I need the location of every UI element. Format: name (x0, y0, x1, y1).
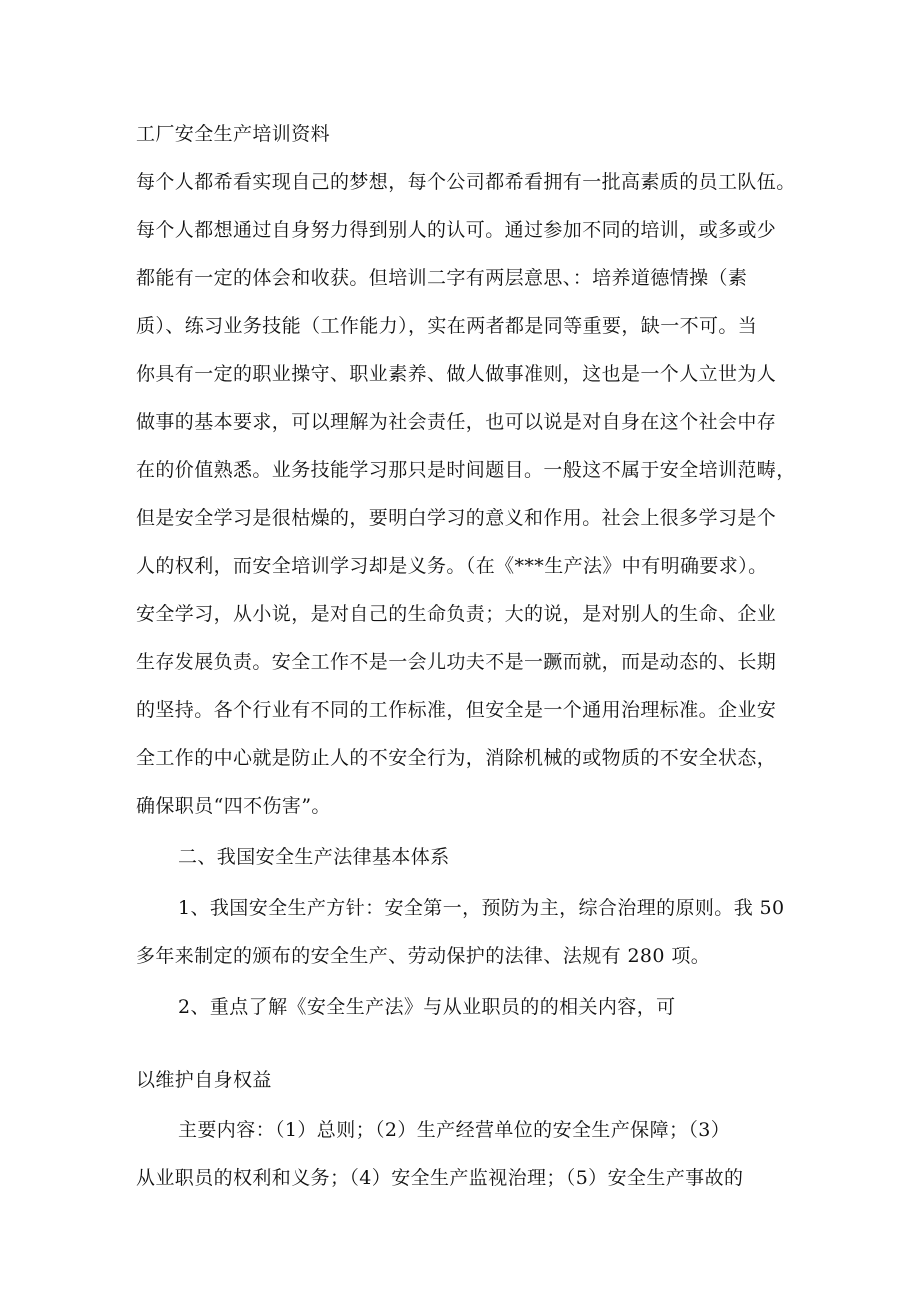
paragraph-line: 每个人都希看实现自己的梦想，每个公司都希看拥有一批高素质的员工队伍。 (136, 171, 796, 193)
section-heading: 二、我国安全生产法律基本体系 (178, 846, 450, 868)
paragraph-line: 生存发展负责。安全工作不是一会儿功夫不是一蹶而就，而是动态的、长期 (136, 651, 777, 673)
paragraph-line: 安全学习，从小说，是对自己的生命负责；大的说，是对别人的生命、企业 (136, 603, 777, 625)
paragraph-line: 都能有一定的体会和收获。但培训二字有两层意思、：培养道德情操（素 (136, 267, 748, 289)
main-content-line: 从业职员的权利和义务；（4）安全生产监视治理；（5）安全生产事故的 (136, 1167, 744, 1189)
paragraph-line: 在的价值熟悉。业务技能学习那只是时间题目。一般这不属于安全培训范畴， (136, 459, 796, 481)
paragraph-line: 你具有一定的职业操守、职业素养、做人做事准则，这也是一个人立世为人 (136, 363, 777, 385)
document-title: 工厂安全生产培训资料 (136, 123, 331, 145)
list-item-1-line: 多年来制定的颁布的安全生产、劳动保护的法律、法规有 280 项。 (136, 945, 711, 967)
list-item-1-line: 1、我国安全生产方针：安全第一，预防为主，综合治理的原则。我 50 (178, 897, 785, 919)
paragraph-line: 做事的基本要求，可以理解为社会责任，也可以说是对自身在这个社会中存 (136, 411, 777, 433)
paragraph-line: 每个人都想通过自身努力得到别人的认可。通过参加不同的培训，或多或少 (136, 219, 777, 241)
paragraph-line: 质）、练习业务技能（工作能力），实在两者都是同等重要，缺一不可。当 (136, 315, 758, 337)
paragraph-line: 但是安全学习是很枯燥的，要明白学习的意义和作用。社会上很多学习是个 (136, 507, 777, 529)
paragraph-line: 人的权利，而安全培训学习却是义务。（在《***生产法》中有明确要求）。 (136, 555, 768, 577)
paragraph-line: 确保职员“四不伤害”。 (136, 795, 331, 817)
list-item-2-continuation: 以维护自身权益 (136, 1069, 272, 1091)
main-content-line: 主要内容：（1）总则；（2）生产经营单位的安全生产保障；（3） (178, 1119, 731, 1141)
paragraph-line: 全工作的中心就是防止人的不安全行为，消除机械的或物质的不安全状态， (136, 747, 777, 769)
list-item-2-line: 2、重点了解《安全生产法》与从业职员的的相关内容，可 (178, 996, 676, 1018)
paragraph-line: 的坚持。各个行业有不同的工作标准，但安全是一个通用治理标准。企业安 (136, 699, 777, 721)
